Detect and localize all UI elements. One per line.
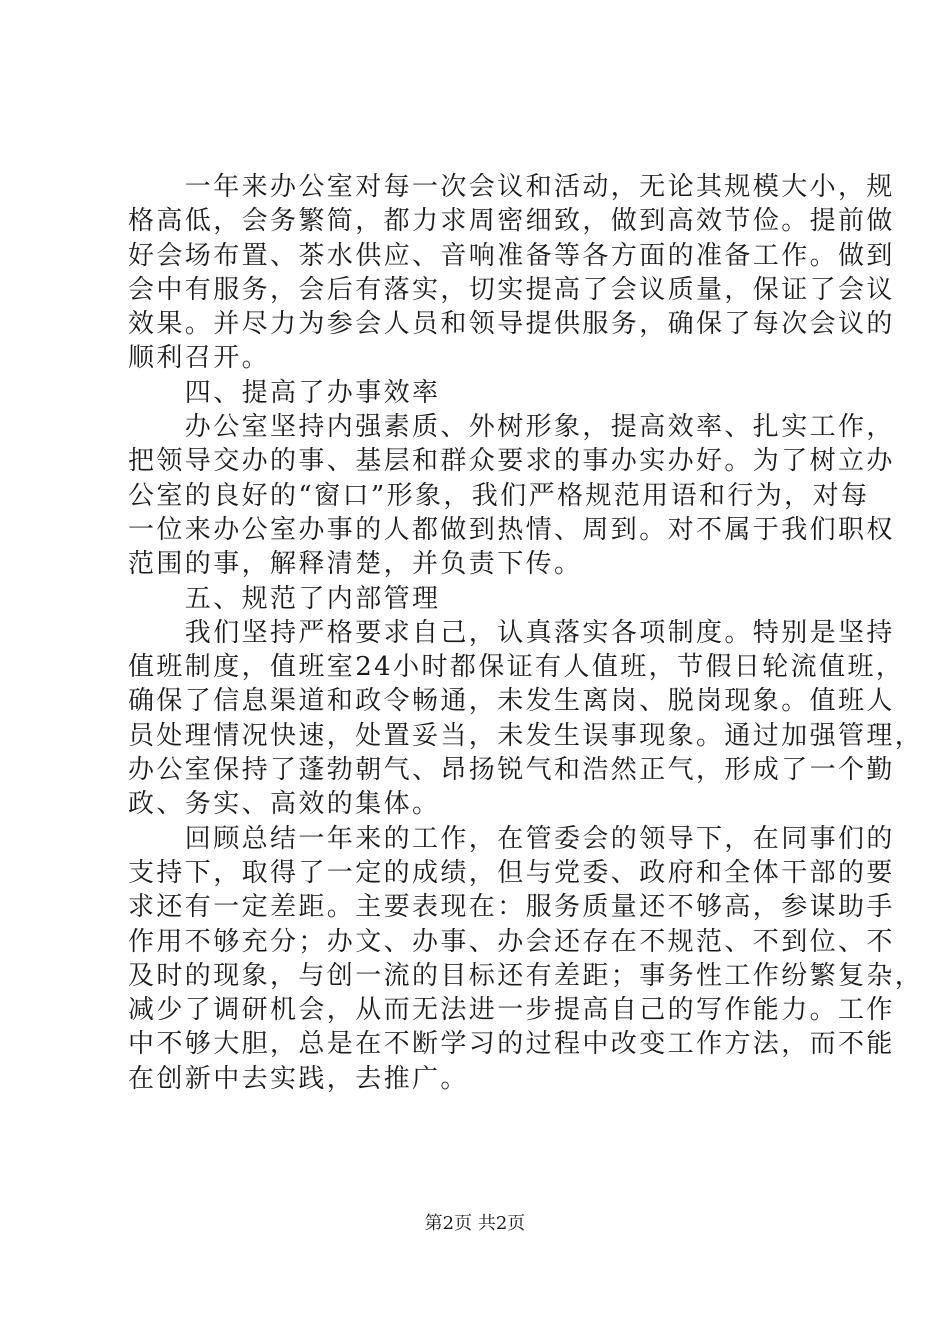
document-body bbox=[128, 170, 924, 1096]
body-line: 在创新中去实践，去推广。 bbox=[128, 1063, 469, 1094]
body-line: 员处理情况快速，处置妥当，未发生误事现象。通过加强管理， bbox=[128, 720, 924, 751]
body-line: 好会场布置、茶水供应、音响准备等各方面的准备工作。做到 bbox=[128, 240, 895, 271]
body-line: 格高低，会务繁简，都力求周密细致，做到高效节俭。提前做 bbox=[128, 206, 895, 237]
body-line: 求还有一定差距。主要表现在：服务质量还不够高，参谋助手 bbox=[128, 892, 895, 923]
page-footer bbox=[0, 1212, 950, 1236]
body-line: 效果。并尽力为参会人员和领导提供服务，确保了每次会议的 bbox=[128, 309, 895, 340]
body-line: 中不够大胆，总是在不断学习的过程中改变工作方法，而不能 bbox=[128, 1029, 895, 1060]
section-heading: 四、提高了办事效率 bbox=[128, 377, 441, 408]
section-heading: 五、规范了内部管理 bbox=[128, 583, 441, 614]
body-line: 值班制度，值班室24小时都保证有人值班，节假日轮流值班， bbox=[128, 652, 905, 683]
body-line: 一年来办公室对每一次会议和活动，无论其规模大小，规 bbox=[128, 172, 895, 202]
body-line: 支持下，取得了一定的成绩，但与党委、政府和全体干部的要 bbox=[128, 857, 895, 888]
body-line: 顺利召开。 bbox=[128, 343, 271, 374]
body-line: 一位来办公室办事的人都做到热情、周到。对不属于我们职权 bbox=[128, 514, 895, 545]
body-line: 及时的现象，与创一流的目标还有差距；事务性工作纷繁复杂， bbox=[128, 960, 924, 991]
page-number: 第2页 共2页 bbox=[424, 1213, 526, 1234]
body-line: 我们坚持严格要求自己，认真落实各项制度。特别是坚持 bbox=[128, 617, 895, 648]
body-line: 减少了调研机会，从而无法进一步提高自己的写作能力。工作 bbox=[128, 995, 895, 1026]
body-line: 政、务实、高效的集体。 bbox=[128, 789, 441, 820]
body-line: 公室的良好的“窗口”形象，我们严格规范用语和行为，对每 bbox=[128, 480, 870, 511]
body-line: 办公室保持了蓬勃朝气、昂扬锐气和浩然正气，形成了一个勤 bbox=[128, 755, 895, 786]
body-line: 办公室坚持内强素质、外树形象，提高效率、扎实工作， bbox=[128, 412, 895, 443]
body-line: 作用不够充分；办文、办事、办会还存在不规范、不到位、不 bbox=[128, 926, 895, 957]
body-line: 确保了信息渠道和政令畅通，未发生离岗、脱岗现象。值班人 bbox=[128, 686, 895, 717]
body-line: 范围的事，解释清楚，并负责下传。 bbox=[128, 549, 583, 580]
body-line: 会中有服务，会后有落实，切实提高了会议质量，保证了会议 bbox=[128, 274, 895, 305]
body-line: 回顾总结一年来的工作，在管委会的领导下，在同事们的 bbox=[128, 823, 895, 854]
body-line: 把领导交办的事、基层和群众要求的事办实办好。为了树立办 bbox=[128, 446, 895, 477]
